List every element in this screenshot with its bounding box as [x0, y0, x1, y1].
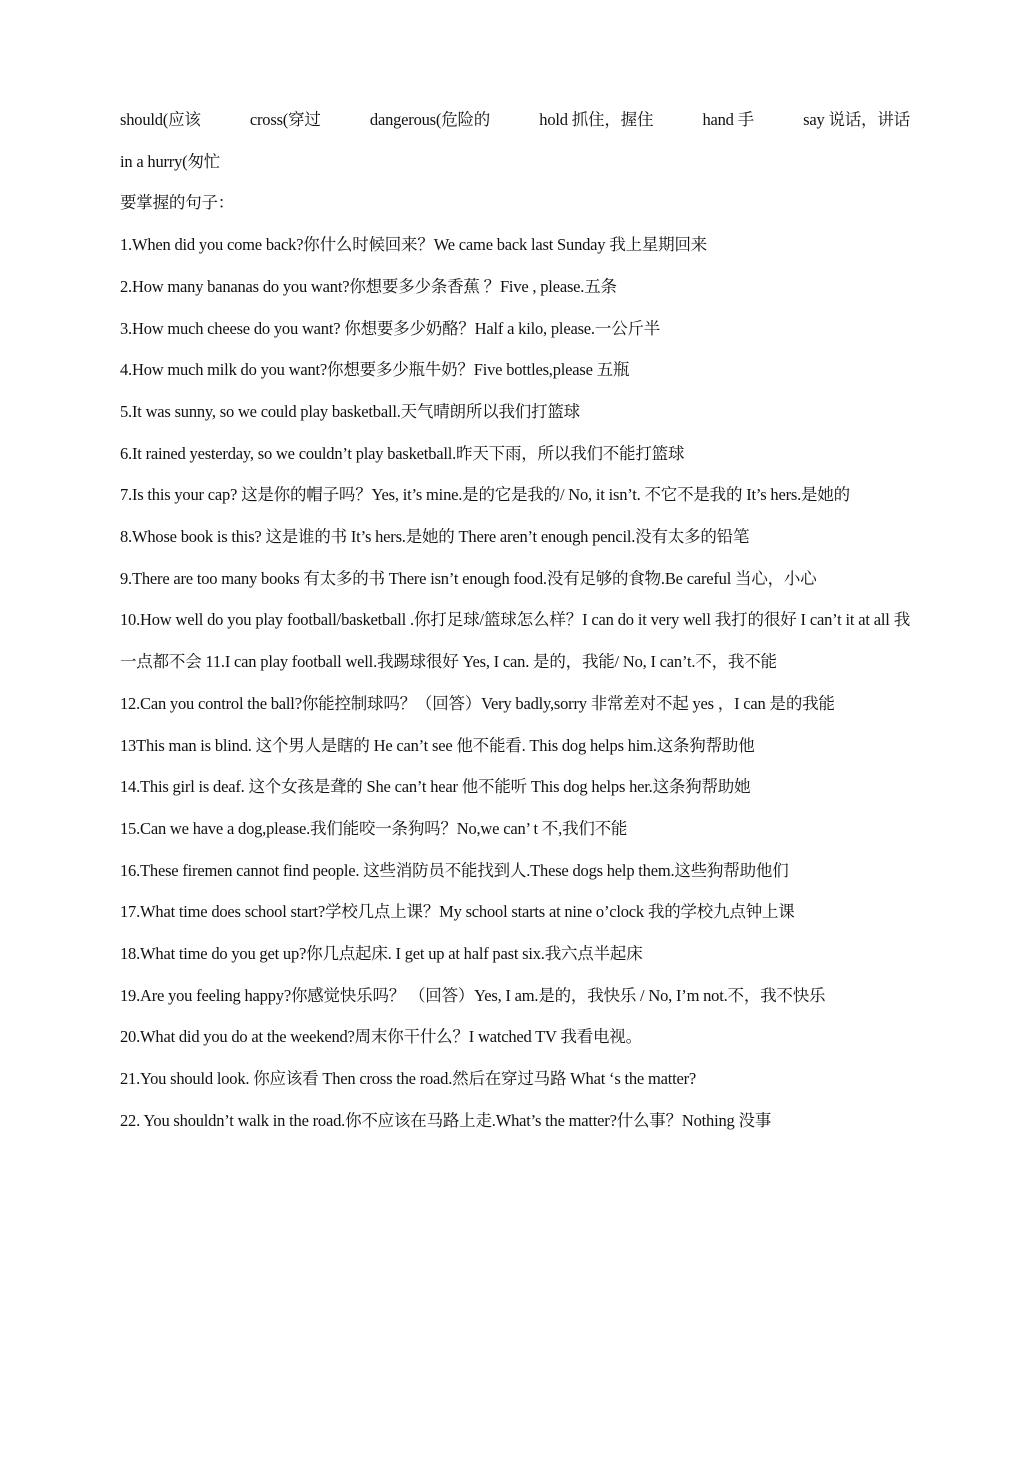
sentence-line: 21.You should look. 你应该看 Then cross the road.然后在穿过马路 What ‘s the matter? — [120, 1069, 697, 1089]
sentence-line: 9.There are too many books 有太多的书 There isn’t enough food.没有足够的食物.Be careful 当心，小心 — [120, 568, 817, 588]
sentence-line: 15.Can we have a dog,please.我们能咬一条狗吗？No,we can’ t 不,我们不能 — [120, 818, 628, 838]
sentence-line: 20.What did you do at the weekend?周末你干什么？I watched TV 我看电视。 — [120, 1027, 642, 1047]
sentence-line: 2.How many bananas do you want?你想要多少条香蕉 ？Five , please.五条 — [120, 276, 617, 296]
sentence-line: 17.What time does school start?学校几点上课？My school starts at nine o’clock 我的学校九点钟上课 — [120, 902, 795, 922]
vocabulary-row — [120, 99, 910, 141]
sentence-line: 6.It rained yesterday, so we couldn’t play basketball.昨天下雨，所以我们不能打篮球 — [120, 443, 685, 463]
sentence-line: 14.This girl is deaf. 这个女孩是聋的 She can’t hear 他不能听 This dog helps her.这条狗帮助她 — [120, 777, 751, 797]
sentence-line: 10.How well do you play football/basketball .你打足球/篮球怎么样？I can do it very well 我打的很好 I can’t it at all 我一点都不会 11.I can play football well.我踢球很好 Yes, I can. 是的，我能/ No, I can’t.不，我不能 — [120, 610, 910, 672]
vocab-item: cross(穿过 — [249, 110, 321, 129]
sentence-line: 7.Is this your cap? 这是你的帽子吗？Yes, it’s mine.是的它是我的/ No, it isn’t. 不它不是我的 It’s hers.是她的 — [120, 485, 850, 505]
sentence-line: 8.Whose book is this? 这是谁的书 It’s hers.是她的 There aren’t enough pencil.没有太多的铅笔 — [120, 527, 750, 547]
section-heading: 要掌握的句子： — [120, 193, 235, 213]
sentence-line: 12.Can you control the ball?你能控制球吗？（回答）Very badly,sorry 非常差对不起 yes ，I can 是的我能 — [120, 693, 835, 713]
vocab-item: hand 手 — [702, 110, 754, 129]
vocab-item: should(应该 — [120, 110, 201, 129]
vocab-item: say 说话，讲话 — [803, 110, 910, 129]
document-body — [120, 99, 910, 1142]
sentence-line: 4.How much milk do you want?你想要多少瓶牛奶？Five bottles,please 五瓶 — [120, 360, 630, 380]
sentence-line: 13This man is blind. 这个男人是瞎的 He can’t see 他不能看. This dog helps him.这条狗帮助他 — [120, 735, 755, 755]
sentence-line: 3.How much cheese do you want? 你想要多少奶酪？Half a kilo, please.一公斤半 — [120, 318, 661, 338]
sentence-line: 19.Are you feeling happy?你感觉快乐吗？ （回答）Yes, I am.是的，我快乐 / No, I’m not.不，我不快乐 — [120, 985, 826, 1005]
sentence-line: 16.These firemen cannot find people. 这些消防员不能找到人.These dogs help them.这些狗帮助他们 — [120, 860, 789, 880]
sentence-line: 18.What time do you get up?你几点起床. I get up at half past six.我六点半起床 — [120, 944, 643, 964]
vocab-item: in a hurry(匆忙 — [120, 151, 221, 171]
sentence-line: 5.It was sunny, so we could play basketball.天气晴朗所以我们打篮球 — [120, 401, 580, 421]
sentence-line: 1.When did you come back?你什么时候回来？We came back last Sunday 我上星期回来 — [120, 235, 708, 255]
vocab-item: dangerous(危险的 — [369, 110, 491, 129]
vocab-item: hold 抓住，握住 — [539, 110, 654, 129]
sentence-line: 22. You shouldn’t walk in the road.你不应该在马路上走.What’s the matter?什么事？Nothing 没事 — [120, 1110, 772, 1130]
